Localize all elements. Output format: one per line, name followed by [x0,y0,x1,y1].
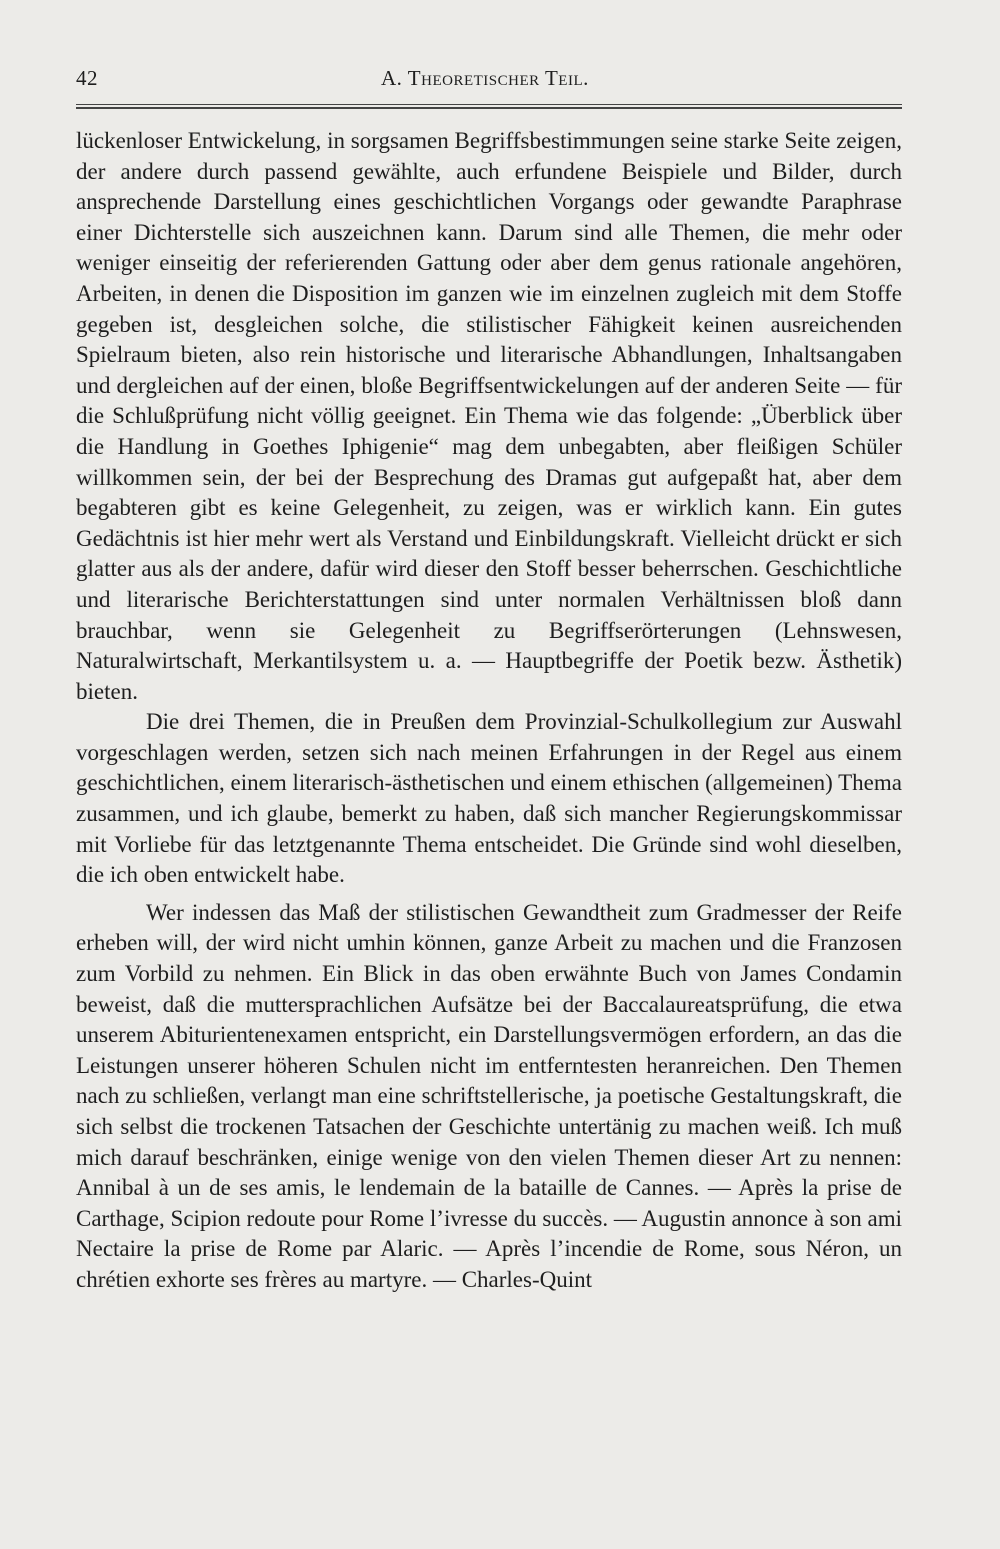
page-number: 42 [76,66,98,90]
header-rule [76,104,902,109]
running-head [76,66,902,100]
paragraph-3: Wer indessen das Maß der stilistischen Gewandtheit zum Gradmesser der Reife erheben will, der wird nicht umhin können, ganze Arbeit zu machen und die Franzosen zum Vorbild zu nehmen. Ein Blick in das oben erwähnte Buch von James Condamin beweist, daß die muttersprachlichen Aufsätze bei der Baccalaureatsprüfung, die etwa unserem Abiturientenexamen entspricht, ein Darstellungsvermögen erfordern, an das die Leistungen unserer höheren Schulen nicht im entferntesten heranreichen. Den Themen nach zu schließen, verlangt man eine schriftstellerische, ja poetische Gestaltungskraft, die sich selbst die trockenen Tatsachen der Geschichte untertänig zu machen weiß. Ich muß mich darauf beschränken, einige wenige von den vielen Themen dieser Art zu nennen: Annibal à un de ses amis, le lendemain de la bataille de Cannes. — Après la prise de Carthage, Scipion redoute pour Rome l’ivresse du succès. — Augustin annonce à son ami Nectaire la prise de Rome par Alaric. — Après l’incendie de Rome, sous Néron, un chrétien exhorte ses frères au martyre. — Charles-Quint [76,899,902,1292]
running-title: A. Theoretischer Teil. [381,66,589,90]
paragraph-1: lückenloser Entwickelung, in sorgsamen Begriffsbestimmungen seine starke Seite zeigen, der andere durch passend gewählte, auch erfundene Beispiele und Bilder, durch ansprechende Darstellung eines geschichtlichen Vorgangs oder gewandte Paraphrase einer Dichterstelle sich auszeichnen kann. Darum sind alle Themen, die mehr oder weniger einseitig der referierenden Gattung oder aber dem genus rationale angehören, Arbeiten, in denen die Disposition im ganzen wie im einzelnen zugleich mit dem Stoffe gegeben ist, desgleichen solche, die stilistischer Fähigkeit keinen ausreichenden Spielraum bieten, also rein historische und literarische Abhandlungen, Inhaltsangaben und dergleichen auf der einen, bloße Begriffsentwickelungen auf der anderen Seite — für die Schlußprüfung nicht völlig geeignet. Ein Thema wie das folgende: „Überblick über die Handlung in Goethes Iphigenie“ mag dem unbegabten, aber fleißigen Schüler willkommen sein, der bei der Besprechung des Dramas gut aufgepaßt hat, aber dem begabteren gibt es keine Gelegenheit, zu zeigen, was er wirklich kann. Ein gutes Gedächtnis ist hier mehr wert als Verstand und Einbildungskraft. Vielleicht drückt er sich glatter aus als der andere, dafür wird dieser den Stoff besser beherrschen. Geschichtliche und literarische Berichterstattungen sind unter normalen Verhältnissen bloß dann brauchbar, wenn sie Gelegenheit zu Begriffserörterungen (Lehnswesen, Naturalwirtschaft, Merkantilsystem u. a. — Hauptbegriffe der Poetik bezw. Ästhetik) bieten. [76,128,902,704]
body-text [76,126,902,1296]
paragraph-2: Die drei Themen, die in Preußen dem Provinzial-Schulkollegium zur Auswahl vorgeschlagen werden, setzen sich nach meinen Erfahrungen in der Regel aus einem geschichtlichen, einem literarisch-ästhetischen und einem ethischen (allgemeinen) Thema zusammen, und ich glaube, bemerkt zu haben, daß sich mancher Regierungskommissar mit Vorliebe für das letztgenannte Thema entscheidet. Die Gründe sind wohl dieselben, die ich oben entwickelt habe. [76,709,902,888]
